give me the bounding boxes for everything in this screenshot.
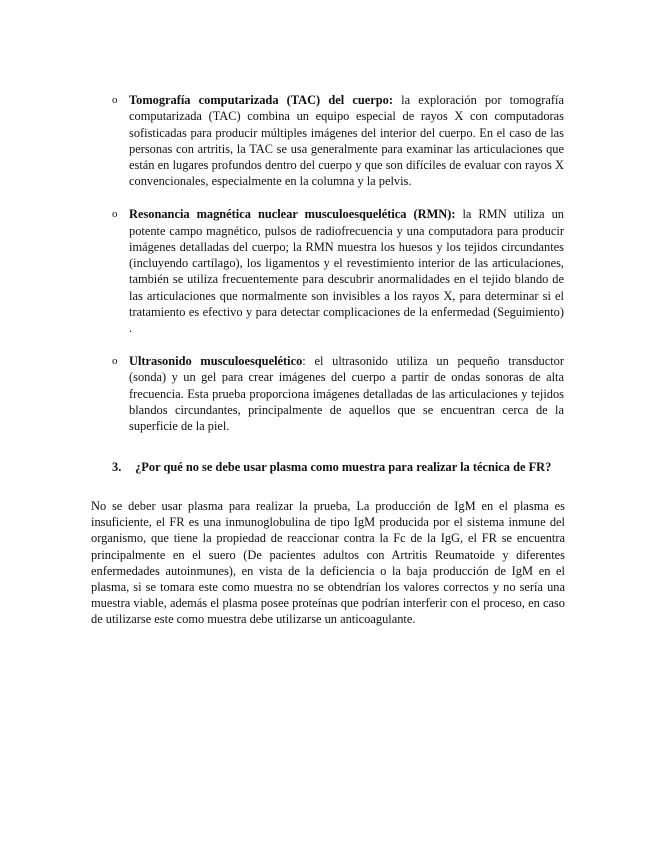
list-item-heading: Ultrasonido musculoesquelético [129, 354, 303, 369]
list-item-text: la exploración por tomografía computarizada (TAC) combina un equipo especial de rayos X con computadoras sofisticadas para producir múltiples imágenes del interior del cuerpo. En el caso de las personas con artritis, la TAC se usa generalmente para examinar las articulaciones que están en lugares profundos dentro del cuerpo y que son difíciles de evaluar con rayos X convencionales, especialmente en la columna y la pelvis. [129, 93, 564, 189]
bullet-marker: o [112, 208, 118, 221]
list-item [112, 353, 564, 434]
question-heading [112, 459, 572, 475]
bullet-marker: o [112, 355, 118, 368]
question-text: ¿Por qué no se debe usar plasma como muestra para realizar la técnica de FR? [135, 460, 552, 474]
list-item-text: la RMN utiliza un potente campo magnético, pulsos de radiofrecuencia y una computadora para producir imágenes detalladas del cuerpo; la RMN muestra los huesos y los tejidos circundantes (incluyendo cartílago), los ligamentos y el revestimiento interior de las articulaciones, también se utiliza frecuentemente para descubrir anormalidades en el tejido blando de las articulaciones que normalmente son invisibles a los rayos X, para determinar si el tratamiento es efectivo y para detectar complicaciones de la enfermedad (Seguimiento) . [129, 207, 564, 336]
list-item-heading: Resonancia magnética nuclear musculoesquelética (RMN): [129, 207, 456, 222]
list-item-text: : el ultrasonido utiliza un pequeño transductor (sonda) y un gel para crear imágenes del cuerpo a partir de ondas sonoras de alta frecuencia. Esta prueba proporciona imágenes detalladas de las articulaciones y tejidos blandos circundantes, principalmente de aquellos que se encuentran cerca de la superficie de la piel. [129, 354, 564, 434]
bullet-marker: o [112, 94, 118, 106]
list-item [112, 206, 564, 336]
imaging-methods-list [112, 92, 564, 451]
list-item-heading: Tomografía computarizada (TAC) del cuerpo: [129, 93, 393, 107]
answer-paragraph: No se deber usar plasma para realizar la prueba, La producción de IgM en el plasma es insuficiente, el FR es una inmunoglobulina de tipo IgM producida por el sistema inmune del organismo, que tiene la propiedad de reaccionar contra la Fc de la IgG, el FR se encuentra principalmente en el suero (De pacientes adultos con Artritis Reumatoide y diferentes enfermedades autoinmunes), en vista de la deficiencia o la baja producción de IgM en el plasma, si se tomara este como muestra no se obtendrían los valores correctos y no sería una muestra viable, además el plasma posee proteínas que podrían interferir con el proceso, en caso de utilizarse este como muestra debe utilizarse un anticoagulante. [91, 499, 565, 627]
list-item [112, 92, 564, 190]
question-number: 3. [112, 460, 122, 474]
